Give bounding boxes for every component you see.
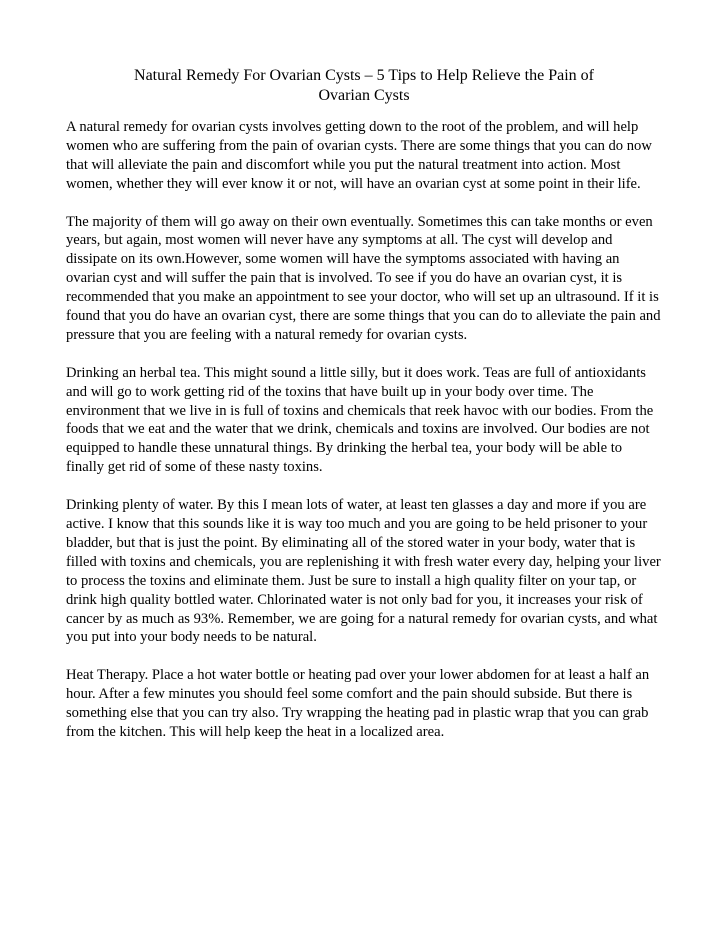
document-page [66, 66, 662, 761]
paragraph-symptoms: The majority of them will go away on their own eventually. Sometimes this can take months or even years, but again, most women will never have any symptoms at all. The cyst will develop and dissipate on its own.However, some women will have the symptoms associated with having an ovarian cyst and will suffer the pain that is involved. To see if you do have an ovarian cyst, it is recommended that you make an appointment to see your doctor, who will set up an ultrasound. If it is found that you do have an ovarian cyst, there are some things that you can do to alleviate the pain and pressure that you are feeling with a natural remedy for ovarian cysts. [66, 213, 661, 343]
paragraph-intro: A natural remedy for ovarian cysts involves getting down to the root of the problem, and will help women who are suffering from the pain of ovarian cysts. There are some things that you can do now that will alleviate the pain and discomfort while you put the natural treatment into action. Most women, whether they will ever know it or not, will have an ovarian cyst at some point in their life. [66, 119, 652, 192]
document-title [66, 66, 662, 106]
document-title-line-1: Natural Remedy For Ovarian Cysts – 5 Tips to Help Relieve the Pain of [134, 67, 594, 84]
paragraph-water: Drinking plenty of water. By this I mean lots of water, at least ten glasses a day and more if you are active. I know that this sounds like it is way too much and you are going to be held prisoner to your bladder, but that is just the point. By eliminating all of the stored water in your body, water that is filled with toxins and chemicals, you are replenishing it with fresh water every day, helping your liver to process the toxins and eliminate them. Just be sure to install a high quality filter on your tap, or drink high quality bottled water. Chlorinated water is not only bad for you, it increases your risk of cancer by as much as 93%. Remember, we are going for a natural remedy for ovarian cysts, and what you put into your body needs to be natural. [66, 497, 661, 646]
document-title-line-2: Ovarian Cysts [318, 87, 410, 104]
paragraph-heat-therapy: Heat Therapy. Place a hot water bottle or heating pad over your lower abdomen for at least a half an hour. After a few minutes you should feel some comfort and the pain should subside. But there is something else that you can try also. Try wrapping the heating pad in plastic wrap that you can grab from the kitchen. This will help keep the heat in a localized area. [66, 667, 650, 740]
paragraph-herbal-tea: Drinking an herbal tea. This might sound a little silly, but it does work. Teas are full of antioxidants and will go to work getting rid of the toxins that have built up in your body over time. The environment that we live in is full of toxins and chemicals that reek havoc with our bodies. From the foods that we eat and the water that we drink, chemicals and toxins are involved. Our bodies are not equipped to handle these unnatural things. By drinking the herbal tea, your body will be able to finally get rid of some of these nasty toxins. [66, 364, 654, 476]
